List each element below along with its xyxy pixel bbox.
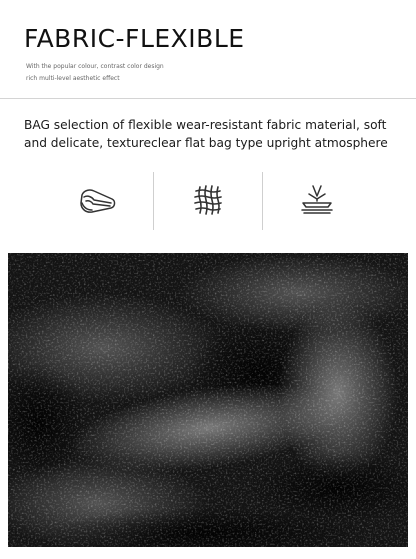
feature-item-fabric bbox=[68, 170, 128, 230]
header-divider bbox=[0, 98, 416, 99]
wear-resistant-icon bbox=[299, 183, 335, 217]
subtitle-line-2: rich multi-level aesthetic effect bbox=[26, 75, 120, 82]
mesh-grid-icon bbox=[191, 183, 225, 217]
feature-divider-2 bbox=[262, 172, 263, 230]
feature-item-mesh bbox=[178, 170, 238, 230]
page-title: FABRIC-FLEXIBLE bbox=[24, 24, 245, 53]
feature-divider-1 bbox=[153, 172, 154, 230]
subtitle-line-1: With the popular colour, contrast color design bbox=[26, 63, 164, 70]
fabric-roll-icon bbox=[78, 185, 118, 215]
feature-item-wear bbox=[287, 170, 347, 230]
feature-description: BAG selection of flexible wear-resistant fabric material, soft and delicate, textureclear flat bag type upright atmosphere bbox=[24, 118, 388, 150]
feature-icon-row bbox=[0, 170, 416, 232]
leather-texture-photo bbox=[8, 253, 408, 547]
